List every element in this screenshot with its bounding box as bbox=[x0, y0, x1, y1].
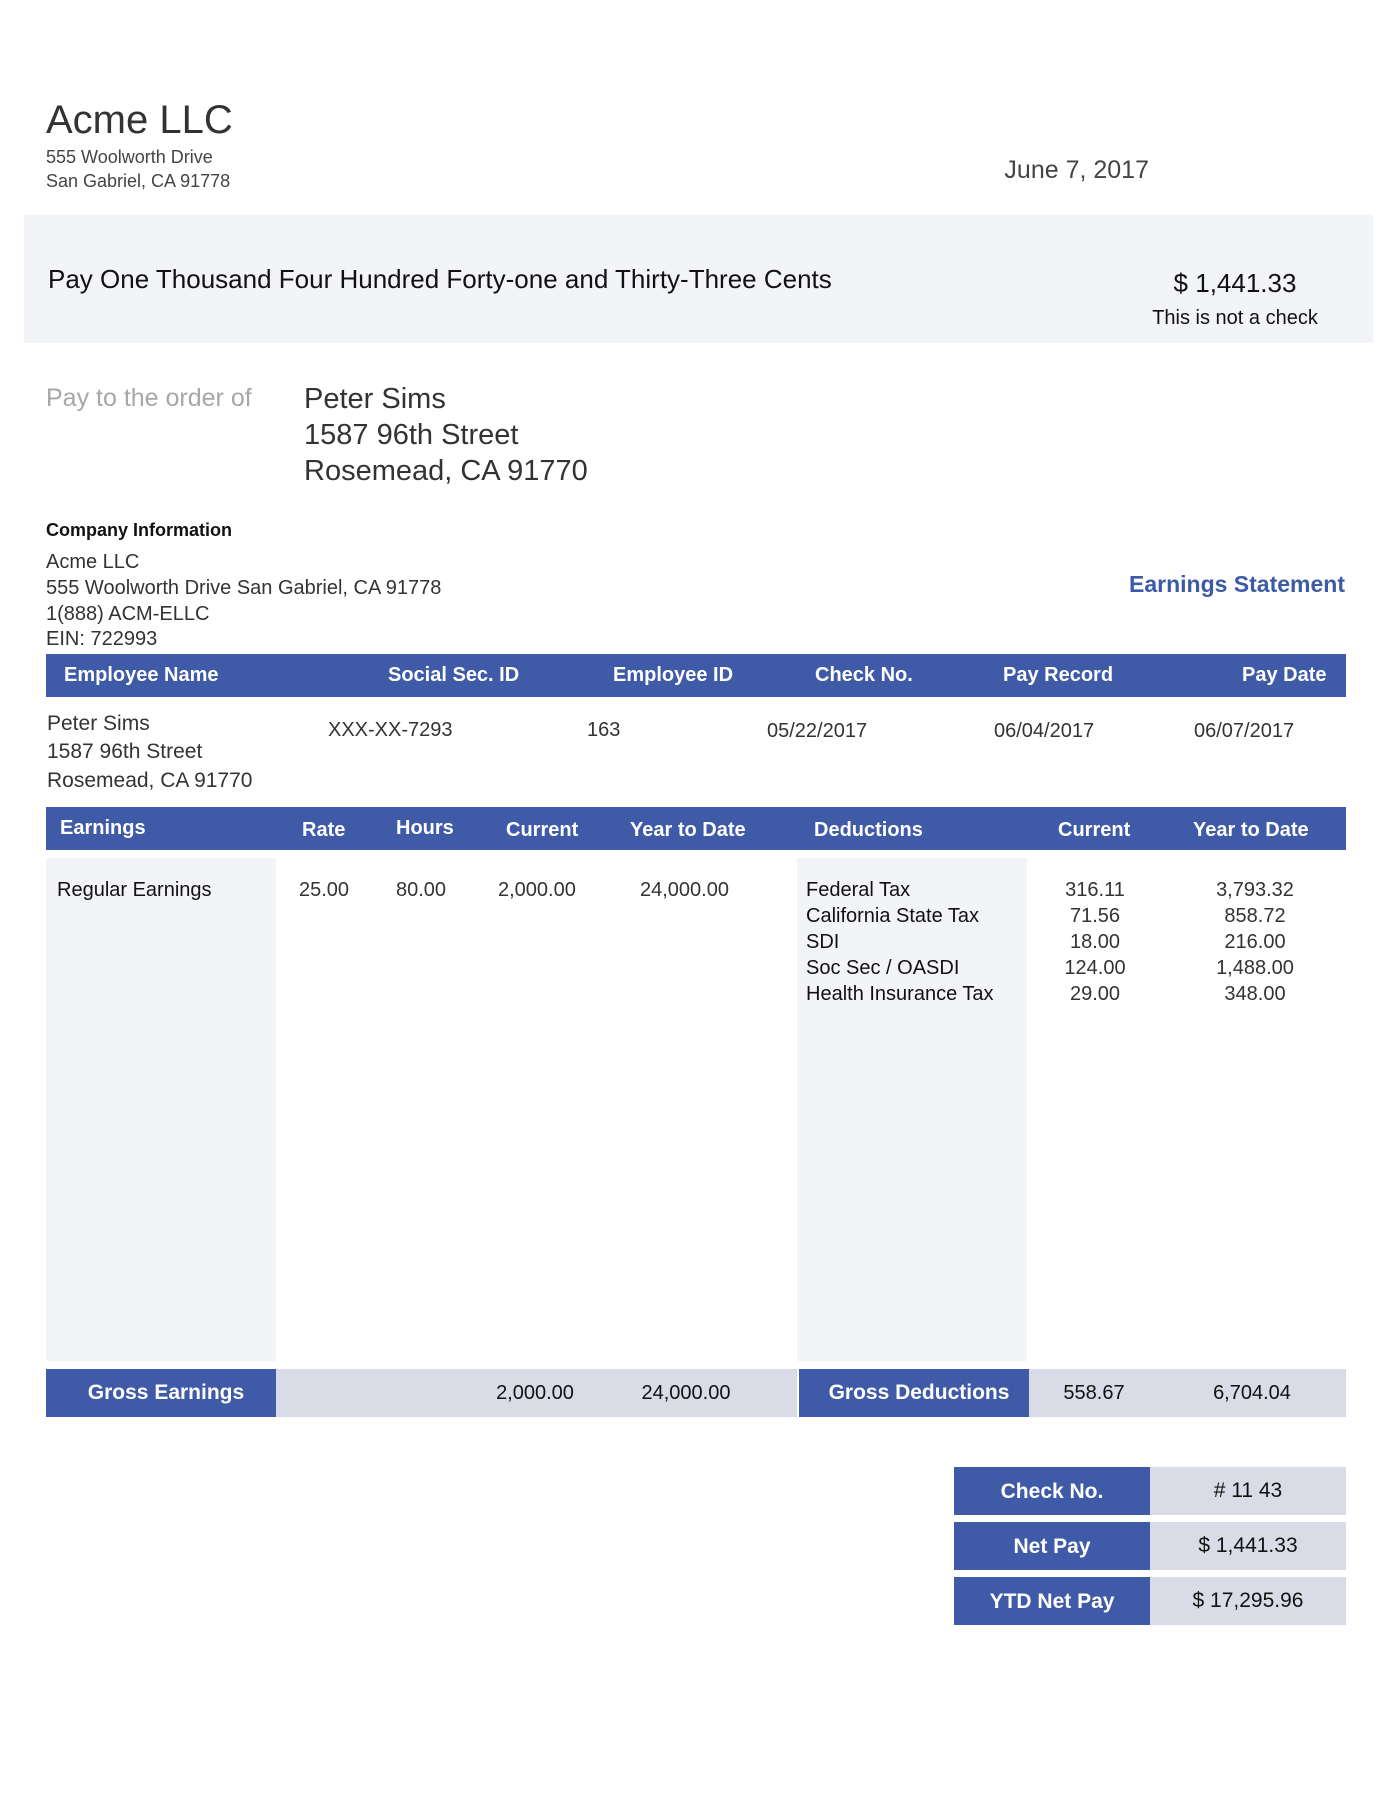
deduction-label: Health Insurance Tax bbox=[806, 983, 994, 1005]
deduction-current: 316.11 bbox=[1065, 879, 1125, 901]
col-earnings-current: Current bbox=[506, 819, 579, 841]
company-address-line1: 555 Woolworth Drive bbox=[46, 147, 213, 167]
deduction-current: 124.00 bbox=[1064, 957, 1126, 979]
statement-date: June 7, 2017 bbox=[1004, 156, 1149, 184]
deduction-label: Soc Sec / OASDI bbox=[806, 957, 960, 979]
pay-amount-words: Pay One Thousand Four Hundred Forty-one and Thirty-Three Cents bbox=[48, 264, 832, 294]
col-pay-record: Pay Record bbox=[1003, 664, 1114, 686]
earnings-statement-title: Earnings Statement bbox=[1129, 571, 1345, 597]
company-info-address: 555 Woolworth Drive San Gabriel, CA 91778 bbox=[46, 577, 442, 599]
company-info-title: Company Information bbox=[46, 520, 233, 540]
col-pay-date: Pay Date bbox=[1242, 664, 1327, 686]
col-social-sec-id: Social Sec. ID bbox=[388, 664, 520, 686]
gross-deductions-current: 558.67 bbox=[1063, 1382, 1125, 1404]
social-sec-id-value: XXX-XX-7293 bbox=[328, 719, 453, 741]
deduction-current: 18.00 bbox=[1069, 931, 1121, 953]
summary-net-pay-label: Net Pay bbox=[1013, 1535, 1091, 1558]
payee-city: Rosemead, CA 91770 bbox=[304, 455, 588, 487]
not-a-check-note: This is not a check bbox=[1152, 307, 1318, 329]
col-earnings: Earnings bbox=[60, 817, 146, 839]
payee-street: 1587 96th Street bbox=[304, 419, 519, 451]
deduction-ytd: 1,488.00 bbox=[1216, 957, 1294, 979]
gross-earnings-label: Gross Earnings bbox=[87, 1381, 245, 1404]
summary-check-no-label: Check No. bbox=[1000, 1480, 1104, 1503]
summary-ytd-net-pay-label: YTD Net Pay bbox=[989, 1590, 1115, 1613]
col-earnings-ytd: Year to Date bbox=[630, 819, 746, 841]
regular-earnings-ytd: 24,000.00 bbox=[640, 879, 729, 901]
col-employee-id: Employee ID bbox=[613, 664, 734, 686]
deduction-ytd: 3,793.32 bbox=[1216, 879, 1294, 901]
gross-earnings-ytd: 24,000.00 bbox=[641, 1382, 731, 1404]
col-deductions: Deductions bbox=[814, 819, 923, 841]
company-info-name: Acme LLC bbox=[46, 551, 140, 573]
col-check-no: Check No. bbox=[815, 664, 913, 686]
col-deductions-current: Current bbox=[1058, 819, 1131, 841]
pay-amount-value: $ 1,441.33 bbox=[1173, 268, 1297, 298]
summary-check-no-value: # 11 43 bbox=[1213, 1479, 1283, 1502]
company-address-line2: San Gabriel, CA 91778 bbox=[46, 171, 231, 191]
payee-name: Peter Sims bbox=[304, 383, 446, 415]
col-rate: Rate bbox=[302, 819, 346, 841]
col-deductions-ytd: Year to Date bbox=[1193, 819, 1309, 841]
pay-record-value: 06/04/2017 bbox=[994, 720, 1095, 742]
col-employee-name: Employee Name bbox=[64, 664, 219, 686]
employee-name: Peter Sims bbox=[47, 712, 150, 735]
company-info-phone: 1(888) ACM-ELLC bbox=[46, 603, 210, 625]
deduction-label: SDI bbox=[806, 931, 840, 953]
gross-earnings-current: 2,000.00 bbox=[496, 1382, 574, 1404]
regular-earnings-label: Regular Earnings bbox=[57, 879, 212, 901]
earnings-label-panel bbox=[46, 858, 276, 1361]
regular-earnings-current: 2,000.00 bbox=[498, 879, 576, 901]
employee-city: Rosemead, CA 91770 bbox=[47, 769, 253, 792]
deduction-label: California State Tax bbox=[806, 905, 980, 927]
company-name: Acme LLC bbox=[46, 98, 233, 142]
pay-date-value: 06/07/2017 bbox=[1194, 720, 1295, 742]
deduction-label: Federal Tax bbox=[806, 879, 911, 901]
deduction-ytd: 858.72 bbox=[1224, 905, 1286, 927]
employee-id-value: 163 bbox=[587, 719, 621, 741]
summary-net-pay-value: $ 1,441.33 bbox=[1198, 1534, 1298, 1557]
check-date-value: 05/22/2017 bbox=[767, 720, 868, 742]
deduction-current: 71.56 bbox=[1069, 905, 1121, 927]
deduction-ytd: 348.00 bbox=[1224, 983, 1286, 1005]
regular-earnings-hours: 80.00 bbox=[396, 879, 447, 901]
summary-ytd-net-pay-value: $ 17,295.96 bbox=[1192, 1589, 1304, 1612]
deduction-ytd: 216.00 bbox=[1224, 931, 1286, 953]
deduction-current: 29.00 bbox=[1069, 983, 1121, 1005]
employee-street: 1587 96th Street bbox=[47, 740, 203, 763]
pay-to-order-label: Pay to the order of bbox=[46, 384, 252, 412]
regular-earnings-rate: 25.00 bbox=[299, 879, 350, 901]
company-info-ein: EIN: 722993 bbox=[46, 628, 158, 650]
col-hours: Hours bbox=[396, 817, 454, 839]
gross-deductions-ytd: 6,704.04 bbox=[1213, 1382, 1291, 1404]
gross-deductions-label: Gross Deductions bbox=[828, 1381, 1010, 1404]
